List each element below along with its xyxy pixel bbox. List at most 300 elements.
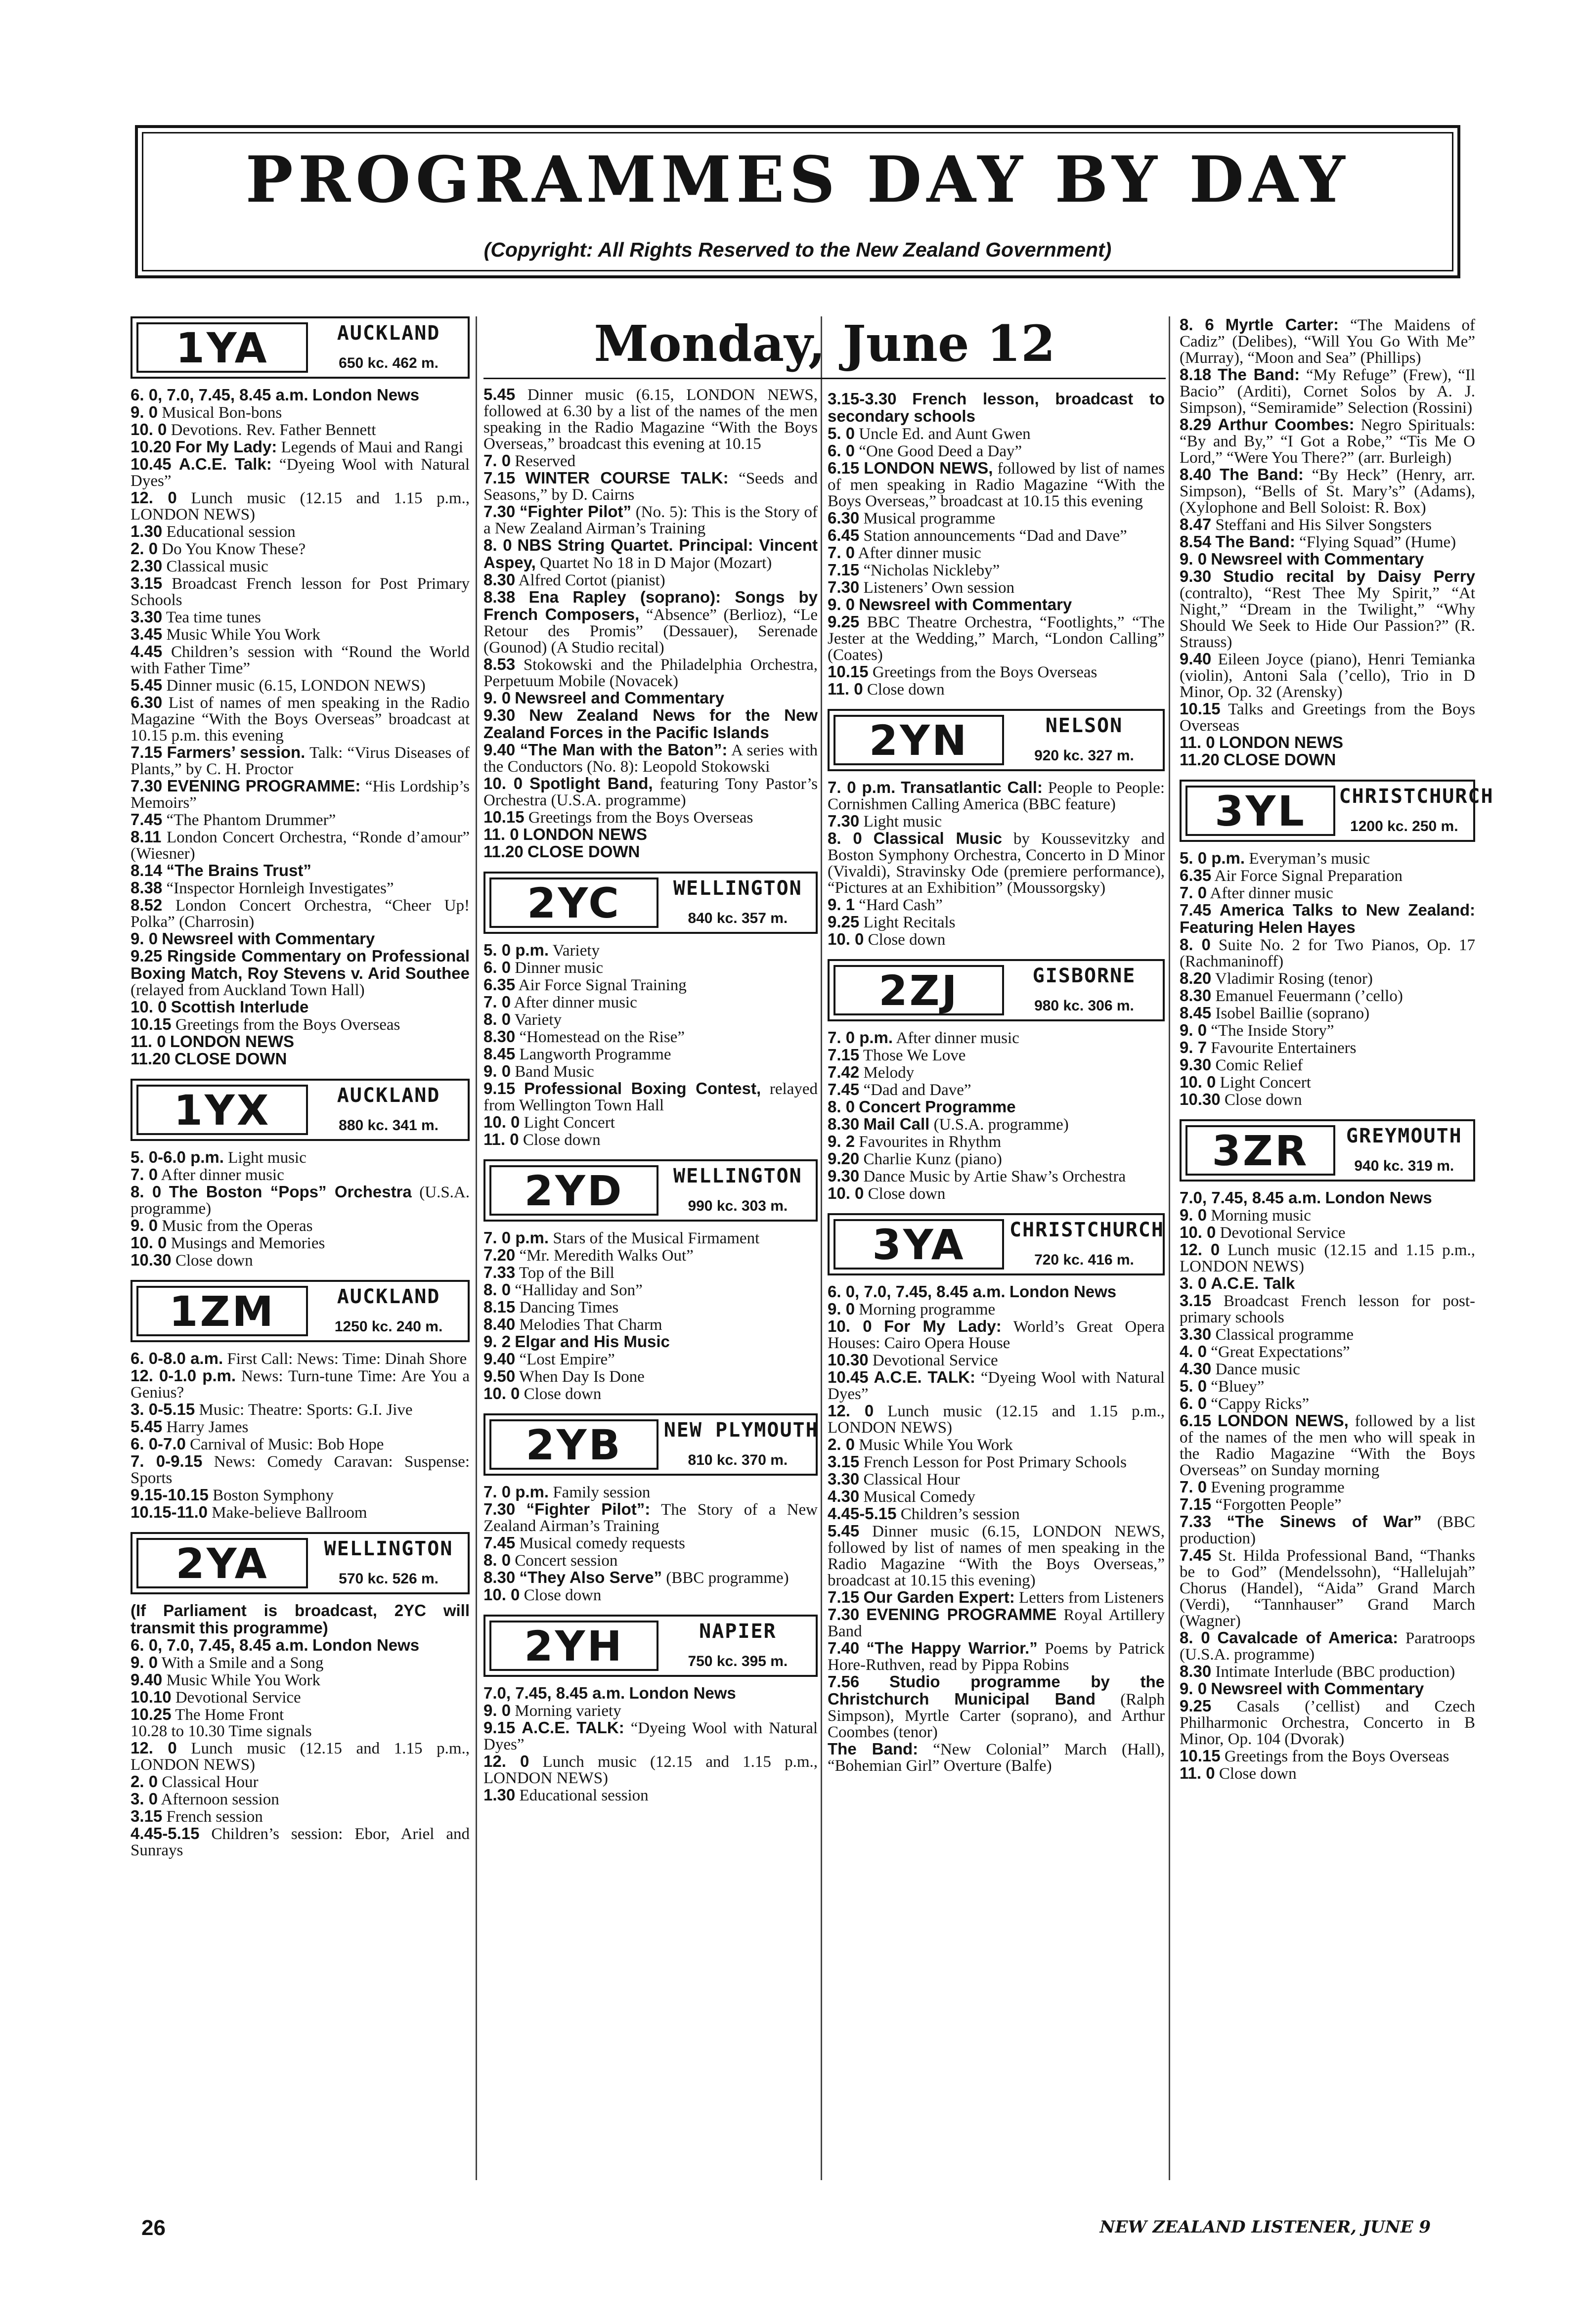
programme-entry — [828, 442, 1165, 460]
programme-description: Children’s session: Ebor, Ariel and Sunrays — [131, 1825, 470, 1859]
programme-entry — [483, 1131, 818, 1148]
programme-highlight: “Fighter Pilot” — [520, 502, 632, 521]
day-heading: Monday, June 12 — [483, 316, 1166, 379]
programme-time: 5.45 — [828, 1522, 860, 1540]
programme-time: 6. 0, 7.0, 7.45, 8.45 a.m. — [828, 1282, 1006, 1301]
programme-time: 7.45 — [483, 1534, 516, 1552]
programme-highlight: Scottish Interlude — [171, 998, 309, 1016]
programme-entry — [1180, 1074, 1475, 1091]
programme-time: 6.35 — [1180, 866, 1212, 884]
programme-entry — [131, 744, 470, 778]
masthead-inner-frame — [142, 132, 1453, 271]
programme-time: 7. 0 — [131, 1165, 158, 1184]
programme-description: “Cappy Ricks” — [1211, 1395, 1310, 1413]
programme-description: Suite No. 2 for Two Pianos, Op. 17 (Rachmaninoff) — [1180, 936, 1476, 970]
programme-time: 3.45 — [131, 625, 163, 643]
programme-description: Devotional Service — [1220, 1224, 1346, 1242]
station-callsign-logo: 2YA — [136, 1538, 308, 1588]
programme-description: “Seeds and Seasons,” by D. Cairns — [483, 470, 818, 504]
programme-time: 8. 0 — [483, 536, 512, 554]
programme-entry — [1180, 1547, 1475, 1629]
programme-entry — [483, 707, 818, 742]
programme-description: Close down — [523, 1131, 601, 1149]
programme-description: Classical Hour — [863, 1471, 960, 1489]
programme-description: Lunch music (12.15 and 1.15 p.m., LONDON NEWS) — [131, 1740, 470, 1774]
programme-time: 5.45 — [131, 1417, 163, 1436]
programme-entry — [1180, 1765, 1475, 1782]
programme-description: Reserved — [515, 452, 576, 470]
programme-description: Vladimir Rosing (tenor) — [1215, 970, 1373, 988]
programme-description: Close down — [867, 681, 945, 699]
programme-entry — [483, 1063, 818, 1080]
programme-description: Light music — [228, 1149, 307, 1167]
station-header-2zj — [828, 959, 1165, 1021]
programme-time: 8.30 — [828, 1115, 860, 1133]
page-title: PROGRAMMES DAY BY DAY — [245, 143, 1350, 217]
programme-description: (U.S.A. programme) — [933, 1116, 1069, 1134]
programme-time: 12. 0 — [828, 1402, 874, 1420]
programme-description: Do You Know These? — [162, 540, 306, 558]
programme-entry — [828, 1471, 1165, 1488]
programme-description: Station announcements “Dad and Dave” — [863, 527, 1127, 545]
programme-description: Make-believe Ballroom — [212, 1504, 367, 1522]
programme-highlight: LONDON NEWS — [523, 825, 647, 843]
programme-time: 7. 0 — [1180, 883, 1207, 902]
programme-description: Tea time tunes — [166, 609, 261, 626]
programme-time: 9. 0 — [1180, 1206, 1207, 1224]
programme-entry — [131, 1418, 470, 1436]
programme-entry — [483, 1552, 818, 1569]
programme-entry — [828, 1436, 1165, 1453]
programme-entry — [483, 571, 818, 589]
programme-description: “Hard Cash” — [859, 896, 943, 914]
programme-entry — [828, 1029, 1165, 1047]
programme-description: “Dad and Dave” — [863, 1081, 971, 1099]
programme-description: Dancing Times — [519, 1299, 619, 1316]
programme-description: (Ralph Simpson), Myrtle Carter (soprano), and Arthur Coombes (tenor) — [828, 1691, 1165, 1741]
programme-entry — [828, 1505, 1165, 1523]
programme-description: Close down — [524, 1385, 602, 1403]
programme-time: 8.30 — [1180, 1662, 1212, 1680]
programme-description: Musical programme — [863, 510, 996, 527]
programme-description: Melody — [863, 1064, 915, 1082]
programme-description: “Absence” (Berlioz), “Le Retour des Promis” (Dessauer), Serenade (Gounod) (A Studio recital) — [483, 606, 818, 657]
programme-entry — [483, 1535, 818, 1552]
programme-entry — [828, 1150, 1165, 1168]
programme-time: 3.15 — [828, 1452, 860, 1471]
programme-time: 8.54 — [1180, 532, 1212, 551]
programme-entry — [483, 1368, 818, 1385]
programme-description: Steffani and His Silver Songsters — [1215, 516, 1432, 534]
programme-time: 10. 0 — [483, 1384, 520, 1403]
programme-time: 6. 0 — [483, 958, 511, 976]
programme-description: “The Maidens of Cadiz” (Delibes), “Will You Go With Me” (Murray), “Moon and Sea” (Phillips) — [1180, 316, 1475, 367]
programme-time: 4.30 — [828, 1487, 860, 1505]
programme-description: Letters from Listeners — [1018, 1589, 1164, 1607]
programme-entry — [1180, 1189, 1475, 1207]
programme-time: 9.25 — [828, 913, 860, 931]
programme-description: Music from the Operas — [162, 1217, 313, 1235]
programme-description: Music While You Work — [166, 626, 320, 644]
programme-entry — [1180, 1292, 1475, 1326]
station-city: AUCKLAND — [337, 322, 440, 345]
programme-highlight: LONDON NEWS, — [1217, 1411, 1349, 1430]
programme-entry — [1180, 987, 1475, 1005]
programme-description: After dinner music — [161, 1166, 284, 1184]
programme-time: 6.35 — [483, 975, 516, 994]
programme-time: 3.30 — [1180, 1325, 1212, 1343]
programme-time: 10.10 — [131, 1688, 172, 1706]
programme-entry — [483, 1046, 818, 1063]
station-callsign-logo: 1YA — [136, 322, 308, 373]
programme-description: Morning music — [1211, 1207, 1311, 1225]
programme-entry — [828, 425, 1165, 442]
station-header-3yl — [1180, 780, 1494, 842]
programme-description: Legends of Maui and Rangi — [281, 438, 463, 456]
programme-time: 8.45 — [483, 1045, 516, 1063]
programme-entry — [1180, 1680, 1475, 1698]
programme-highlight: (If Parliament is broadcast, 2YC will transmit this programme) — [131, 1601, 470, 1637]
programme-time: 2.30 — [131, 557, 163, 575]
programme-entry — [483, 1501, 818, 1535]
programme-time: 8. 0 — [483, 1010, 511, 1028]
programme-time: 5. 0 — [1180, 1377, 1207, 1395]
programme-time: 8.30 — [483, 1568, 516, 1586]
programme-time: 6. 0, 7.0, 7.45, 8.45 a.m. — [131, 1636, 308, 1654]
programme-time: 7. 0 — [1180, 1478, 1207, 1496]
programme-entry — [131, 404, 470, 421]
programme-entry — [483, 503, 818, 537]
programme-description: Listeners’ Own session — [863, 579, 1014, 597]
programme-time: 3.15 — [1180, 1291, 1212, 1310]
programme-description: “Dyeing Wool with Natural Dyes” — [828, 1369, 1165, 1403]
programme-entry — [1180, 1479, 1475, 1496]
programme-highlight: “The Happy Warrior.” — [866, 1639, 1038, 1657]
programme-highlight: Ringside Commentary on Professional Boxing Match, Roy Stevens v. Arid Southee — [131, 947, 470, 982]
programme-entry — [828, 1301, 1165, 1318]
programme-time: 7.40 — [828, 1639, 860, 1657]
programme-entry — [828, 1523, 1165, 1589]
programme-entry — [483, 742, 818, 775]
programme-entry — [131, 456, 470, 489]
programme-entry — [828, 1081, 1165, 1098]
programme-entry — [1180, 1207, 1475, 1224]
programme-time: 10. 0 — [483, 774, 523, 792]
programme-entry — [828, 460, 1165, 510]
programme-time: 8.30 — [1180, 986, 1212, 1005]
programme-time: 3. 0-5.15 — [131, 1400, 195, 1418]
programme-time: 3. 0 — [1180, 1274, 1207, 1292]
programme-time: 6. 0-7.0 — [131, 1435, 186, 1453]
programme-time: 7.45 — [1180, 1546, 1212, 1564]
programme-entry — [483, 1028, 818, 1046]
programme-description: With a Smile and a Song — [161, 1654, 324, 1672]
programme-entry — [828, 1741, 1165, 1774]
programme-entry — [483, 1719, 818, 1753]
programme-time: 9. 0 — [1180, 1679, 1207, 1698]
programme-entry — [131, 1671, 470, 1689]
programme-description: Dinner music — [515, 959, 604, 977]
programme-description: “The Inside Story” — [1211, 1022, 1334, 1040]
programme-entry — [1180, 1326, 1475, 1343]
programme-time: 9.50 — [483, 1367, 516, 1385]
programme-description: The Home Front — [175, 1706, 284, 1724]
programme-description: Musical Comedy — [863, 1488, 975, 1506]
programme-entry — [483, 1685, 818, 1702]
programme-entry — [131, 1401, 470, 1418]
programme-time: 9.20 — [828, 1149, 860, 1168]
programme-description: Band Music — [515, 1063, 594, 1081]
programme-entry — [828, 896, 1165, 914]
programme-time: 10.30 — [131, 1251, 172, 1269]
programme-entry — [828, 1673, 1165, 1741]
programme-entry — [483, 1702, 818, 1719]
programme-time: 8. 0 — [828, 829, 862, 847]
programme-time: 9. 2 — [483, 1332, 511, 1351]
programme-time: 9. 1 — [828, 895, 855, 914]
programme-entry — [1180, 1275, 1475, 1292]
programme-entry — [828, 391, 1165, 425]
programme-entry — [828, 1133, 1165, 1150]
programme-description: Top of the Bill — [519, 1264, 614, 1282]
programme-time: 8.45 — [1180, 1004, 1212, 1022]
programme-time: 9. 2 — [828, 1132, 855, 1150]
programme-entry — [131, 1808, 470, 1825]
programme-entry — [828, 914, 1165, 931]
programme-description: Close down — [868, 931, 946, 949]
programme-time: 10. 0 — [131, 1233, 167, 1252]
programme-entry — [828, 1283, 1165, 1301]
programme-time: 9.30 — [1180, 1055, 1212, 1074]
programme-entry — [131, 575, 470, 609]
programme-time: 3.15 — [131, 574, 163, 592]
programme-description: Favourite Entertainers — [1211, 1039, 1357, 1057]
station-city: CHRISTCHURCH — [1339, 785, 1494, 808]
programme-description: Lunch music (12.15 and 1.15 p.m., LONDON NEWS) — [1180, 1241, 1476, 1275]
station-city: CHRISTCHURCH — [1009, 1219, 1164, 1241]
programme-entry — [483, 843, 818, 861]
programme-description: After dinner music — [858, 544, 981, 562]
copyright-notice: (Copyright: All Rights Reserved to the New Zealand Government) — [483, 238, 1112, 261]
programme-highlight: Studio programme by the Christchurch Municipal Band — [828, 1672, 1165, 1708]
programme-time: 10.30 — [1180, 1090, 1221, 1108]
programme-entry — [828, 813, 1165, 830]
programme-highlight: Elgar and His Music — [515, 1332, 670, 1351]
programme-description: followed by a list of the names of the men who will speak in the Radio Magazine “With the Boys Overseas” on Sunday morning — [1180, 1412, 1476, 1479]
programme-description: News: Turn-tune Time: Are You a Genius? — [131, 1367, 470, 1402]
station-city: WELLINGTON — [673, 877, 802, 900]
station-header-2yb — [483, 1413, 818, 1476]
programme-time: 4.45-5.15 — [828, 1504, 897, 1523]
programme-description: “Flying Squad” (Hume) — [1299, 533, 1456, 551]
programme-description: “Dyeing Wool with Natural Dyes” — [483, 1719, 818, 1754]
programme-time: 11.20 — [483, 842, 524, 861]
programme-time: 7.45 — [1180, 901, 1212, 919]
programme-time: 9.25 — [1180, 1697, 1212, 1715]
programme-entry — [828, 779, 1165, 813]
programme-time: 9. 0 — [483, 1062, 511, 1080]
programme-entry — [828, 830, 1165, 896]
programme-highlight: The Band: — [1218, 365, 1300, 384]
programme-time: 7.33 — [1180, 1512, 1212, 1531]
programme-entry — [1180, 751, 1475, 769]
programme-description: Music While You Work — [166, 1671, 320, 1689]
programme-entry — [131, 609, 470, 626]
programme-highlight: London News — [312, 1636, 420, 1654]
programme-time: 4.45-5.15 — [131, 1824, 200, 1842]
programme-description: Lunch music (12.15 and 1.15 p.m., LONDON NEWS) — [131, 489, 470, 524]
magazine-footer: NEW ZEALAND LISTENER, JUNE 9 — [1099, 2217, 1431, 2237]
programme-description: Evening programme — [1211, 1479, 1345, 1496]
station-city: GREYMOUTH — [1346, 1125, 1462, 1147]
programme-description: London Concert Orchestra, “Cheer Up! Polka” (Charrosin) — [131, 897, 470, 931]
programme-highlight: The Band: — [1220, 465, 1304, 483]
programme-highlight: America Talks to New Zealand: Featuring Helen Hayes — [1180, 901, 1476, 936]
programme-highlight: Farmers’ session. — [167, 743, 306, 761]
programme-entry — [1180, 1056, 1475, 1074]
programme-highlight: LONDON NEWS — [1219, 733, 1343, 751]
programme-time: 12. 0-1.0 p.m. — [131, 1366, 236, 1385]
programme-entry — [131, 523, 470, 540]
programme-description: Lunch music (12.15 and 1.15 p.m., LONDON NEWS) — [483, 1753, 818, 1787]
station-callsign-logo: 2ZJ — [833, 965, 1004, 1015]
programme-description: Poems by Patrick Hore-Ruthven, read by Pippa Robins — [828, 1640, 1165, 1674]
programme-entry — [828, 1453, 1165, 1471]
programme-time: 6. 0-8.0 a.m. — [131, 1349, 223, 1367]
column-divider — [821, 316, 822, 2180]
programme-description: People to People: Cornishmen Calling America (BBC feature) — [828, 779, 1165, 813]
programme-time: 11. 0 — [483, 825, 519, 843]
programme-entry — [1180, 1496, 1475, 1513]
station-header-1yx — [131, 1079, 470, 1141]
programme-description: BBC Theatre Orchestra, “Footlights,” “The Jester at the Wedding,” March, “London Calling” (Coates) — [828, 614, 1165, 664]
programme-description: Talk: “Virus Diseases of Plants,” by C. H. Proctor — [131, 744, 470, 778]
programme-time: 7.15 — [828, 561, 860, 579]
programme-time: 10. 0 — [828, 1184, 864, 1202]
programme-time: 7.30 — [131, 777, 163, 795]
programme-entry — [131, 1184, 470, 1217]
station-header-3ya — [828, 1213, 1165, 1275]
programme-highlight: Ena Rapley (soprano): Songs by French Composers, — [483, 588, 818, 623]
programme-entry — [483, 589, 818, 656]
programme-time: 9.40 — [1180, 650, 1212, 668]
programme-description: Langworth Programme — [519, 1046, 671, 1063]
programme-entry — [1180, 701, 1475, 734]
programme-time: 11.20 — [131, 1050, 171, 1068]
programme-description: “The Phantom Drummer” — [166, 811, 336, 829]
programme-entry — [483, 1333, 818, 1351]
programme-entry — [131, 1740, 470, 1773]
station-callsign-logo: 1ZM — [136, 1286, 308, 1336]
programme-entry — [483, 1299, 818, 1316]
programme-description: “One Good Deed a Day” — [859, 442, 1022, 460]
programme-time: 11. 0 — [1180, 733, 1215, 751]
programme-entry — [131, 1367, 470, 1401]
programme-description: Afternoon session — [161, 1791, 279, 1808]
programme-description: World’s Great Opera Houses: Cairo Opera House — [828, 1318, 1165, 1352]
programme-entry — [483, 994, 818, 1011]
programme-entry — [483, 1264, 818, 1281]
station-callsign-logo: 2YC — [489, 877, 658, 928]
programme-time: 10. 0 — [483, 1113, 520, 1131]
station-callsign-logo: 2YH — [489, 1621, 658, 1671]
programme-description: (No. 5): This is the Story of a New Zealand Airman’s Training — [483, 503, 818, 537]
programme-highlight: The Boston “Pops” Orchestra — [169, 1183, 412, 1201]
programme-description: “Nicholas Nickleby” — [863, 562, 1000, 579]
programme-time: 6. 0 — [1180, 1394, 1207, 1412]
programme-description: Close down — [524, 1586, 602, 1604]
programme-time: 7. 0 — [483, 993, 511, 1011]
programme-entry — [483, 1011, 818, 1028]
programme-description: Lunch music (12.15 and 1.15 p.m., LONDON NEWS) — [828, 1403, 1165, 1437]
station-city: WELLINGTON — [673, 1165, 802, 1187]
programme-time: 7.45 — [828, 1080, 860, 1098]
station-city: NELSON — [1045, 714, 1123, 737]
programme-description: Morning variety — [515, 1702, 621, 1720]
programme-time: 8.53 — [483, 655, 516, 673]
programme-highlight: EVENING PROGRAMME — [866, 1605, 1057, 1623]
programme-time: 8.38 — [131, 878, 163, 897]
programme-description: Negro Spirituals: “By and By,” “I Got a Robe,” “Tis Me O Lord,” “Were You There?” (arr. Burleigh) — [1180, 416, 1476, 467]
programme-description: Paratroops (U.S.A. programme) — [1180, 1629, 1476, 1664]
programme-entry — [131, 778, 470, 811]
programme-entry — [828, 1116, 1165, 1133]
programme-description: Eileen Joyce (piano), Henri Temianka (violin), Antoni Sala (’cello), Trio in D Minor, Op. 32 (Arensky) — [1180, 651, 1476, 701]
programme-description: “By Heck” (Henry, arr. Simpson), “Bells of St. Mary’s” (Adams), (Xylophone and Bell Soloist: R. Box) — [1180, 466, 1476, 517]
programme-time: 2. 0 — [828, 1435, 855, 1453]
programme-entry — [483, 1114, 818, 1131]
programme-entry — [131, 1654, 470, 1671]
programme-entry — [131, 626, 470, 643]
programme-highlight: New Zealand News for the New Zealand Forces in the Pacific Islands — [483, 706, 818, 742]
programme-entry — [131, 862, 470, 879]
programme-description: Everyman’s music — [1249, 850, 1370, 868]
programme-description: Quartet No 18 in D Major (Mozart) — [540, 554, 772, 572]
programme-time: 9. 0 — [828, 1300, 855, 1318]
programme-entry — [131, 1453, 470, 1487]
programme-highlight: A.C.E. Talk — [1211, 1274, 1295, 1292]
station-callsign-logo: 2YD — [489, 1165, 658, 1216]
station-city: NEW PLYMOUTH — [663, 1419, 819, 1442]
programme-entry — [483, 959, 818, 976]
programme-description: Emanuel Feuermann (’cello) — [1215, 987, 1403, 1005]
programme-description: Morning programme — [859, 1301, 996, 1318]
programme-description: After dinner music — [896, 1029, 1019, 1047]
programme-time: 7.15 — [131, 743, 163, 761]
programme-highlight: Spotlight Band, — [529, 774, 653, 792]
programme-entry — [1180, 1343, 1475, 1360]
programme-time: 8.29 — [1180, 415, 1212, 434]
programme-time: 12. 0 — [131, 1739, 177, 1757]
programme-entry — [131, 1637, 470, 1654]
programme-time: 7.33 — [483, 1263, 516, 1281]
programme-entry — [131, 1234, 470, 1252]
programme-time: 8. 0 — [828, 1097, 855, 1116]
programme-time: 9. 0 — [483, 689, 511, 707]
programme-time: 9. 0 — [131, 929, 158, 948]
programme-time: 9. 0 — [1180, 550, 1207, 568]
programme-entry — [131, 677, 470, 694]
station-header-2yd — [483, 1159, 818, 1222]
programme-description: Harry James — [166, 1418, 249, 1436]
programme-time: 8. 0 — [131, 1183, 162, 1201]
programme-description: Musical Bon-bons — [162, 404, 282, 422]
programme-description: Greetings from the Boys Overseas — [1224, 1748, 1449, 1765]
programme-time: 3.30 — [828, 1470, 860, 1488]
programme-entry — [1180, 1091, 1475, 1108]
programme-entry — [828, 1488, 1165, 1505]
station-callsign-logo: 2YN — [833, 715, 1004, 765]
